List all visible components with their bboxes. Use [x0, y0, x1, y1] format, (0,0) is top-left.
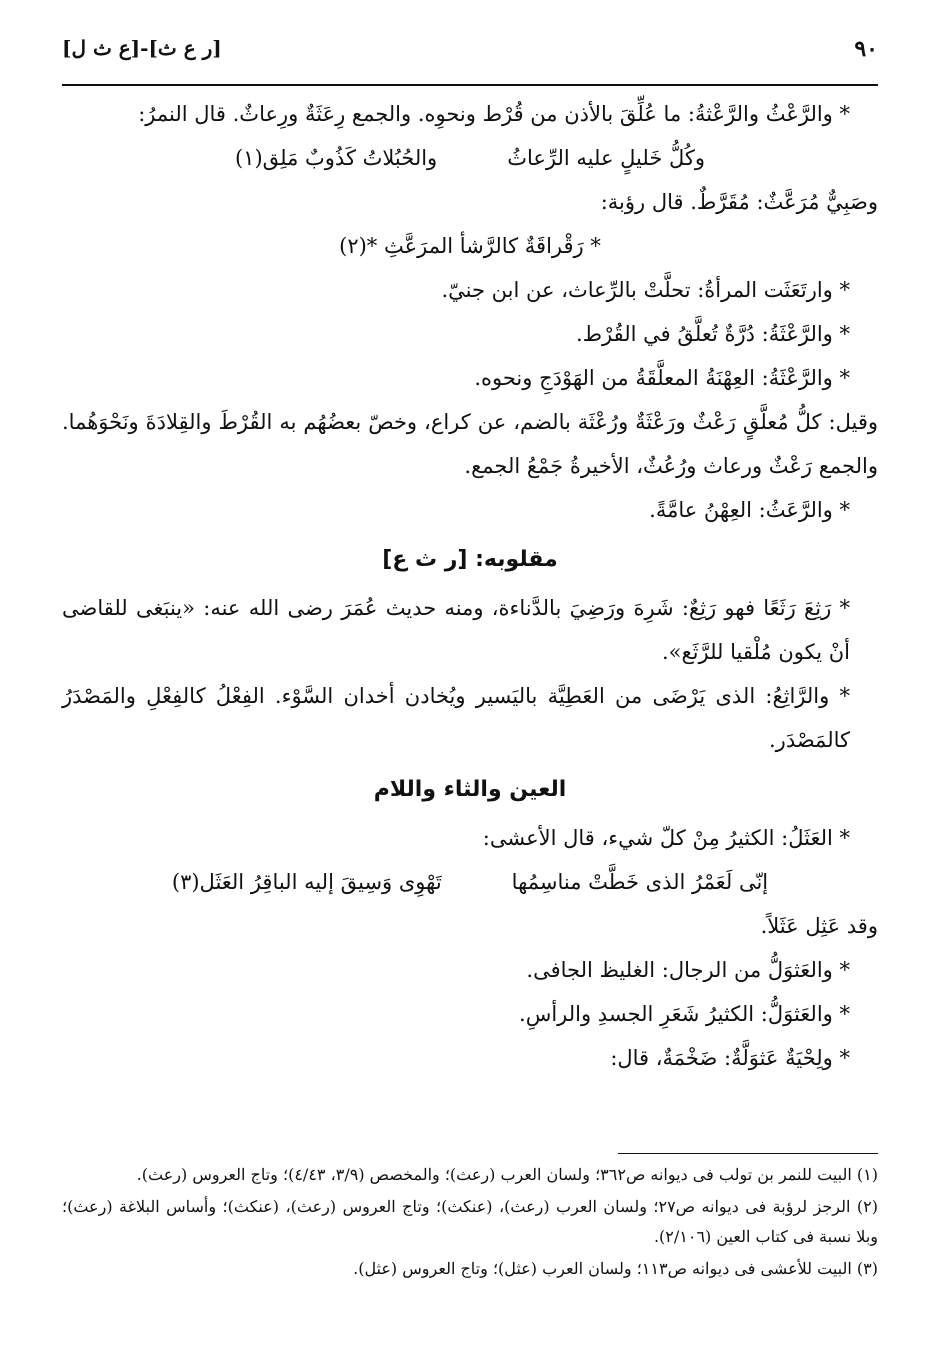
entry-athwall-shaar: * والعَثوَلُّ: الكثيرُ شَعَرِ الجسدِ والرأسِ.	[519, 1002, 850, 1026]
verse-2	[62, 860, 878, 904]
entry-irtaathat: * وارتَعَثَت المرأةُ: تحلَّتْ بالرِّعاث، عن ابن جنيّ.	[441, 278, 850, 302]
footnote-rule	[618, 1153, 878, 1154]
footnote-1: (١) البيت للنمر بن تولب فى ديوانه ص٣٦٢؛ ولسان العرب (رعث)؛ والمخصص (٣/٩، ٤/٤٣)؛ وتاج العروس (رعث).	[136, 1165, 878, 1184]
running-head: [ر ع ث]-[ع ث ل]	[62, 36, 222, 60]
entry-raatha-durra: * والرَّعْثَةُ: دُرَّةٌ تُعلَّقُ في القُرْط.	[575, 322, 850, 346]
verse-1	[62, 136, 878, 180]
main-text	[62, 92, 878, 1080]
entry-athila: وقد عَثِل عَثَلاً.	[760, 914, 878, 938]
entry-rathia: * رَثِعَ رَثَعًا فهو رَثِعٌ: شَرِهَ ورَضِيَ بالدَّناءة، ومنه حديث عُمَرَ رضى الله عنه: «ينبَغى للقاضى أنْ يكون مُلْقيا للرَّثَع».	[62, 596, 850, 664]
entry-raath: * والرَّعْثُ والرَّعْثةُ: ما عُلِّقَ بالأذن من قُرْط ونحوِه. والجمع رِعَثَةٌ ورِعاثٌ. قال النمرُ:	[138, 102, 850, 126]
page-header	[62, 36, 878, 76]
rajaz-line: * رَقْراقَةٌ كالرَّشأ المرَعَّثِ *(٢)	[339, 234, 601, 258]
entry-raatha-ihna: * والرَّعْثَةُ: العِهْنَةُ المعلَّقَةُ من الهَوْدَجِ ونحوه.	[474, 366, 850, 390]
page-number: ٩٠	[854, 36, 878, 62]
entry-raath-ihn: * والرَّعَثُ: العِهْنُ عامَّةً.	[649, 498, 850, 522]
entry-rathi: * والرَّاثِعُ: الذى يَرْضَى من العَطِيَّة باليَسير ويُخادن أخدان السَّوْء. الفِعْلُ كالفِعْلِ والمَصْدَرُ كالمَصْدَر.	[62, 684, 850, 752]
entry-lihya: * ولِحْيَةٌ عَثوَلَّةٌ: ضَخْمَةٌ، قال:	[610, 1046, 850, 1070]
header-rule	[62, 84, 878, 86]
entry-continuation: وصَبِيٌّ مُرَعَّثٌ: مُقَرَّطٌ. قال رؤبة:	[600, 190, 878, 214]
entry-qila: وقيل: كلُّ مُعلَّقٍ رَعْثٌ ورَعْثَةٌ ورُعْثَة بالضم، عن كراع، وخصّ بعضُهُم به القُرْطَ والقِلادَةَ ونَحْوَهُما. والجمع رَعْثٌ ورعاث ورُعُثٌ، الأخيرةُ جَمْعُ الجمع.	[62, 410, 878, 478]
verse-2-first-hemistich: إنّى لَعَمْرُ الذى خَطَّتْ مناسِمُها	[511, 870, 769, 894]
section-heading-ayn-tha-lam: العين والثاء واللام	[373, 777, 567, 802]
footnotes	[62, 1160, 878, 1286]
verse-1-first-hemistich: وكُلُّ خَليلٍ عليه الرِّعاثُ	[507, 146, 706, 170]
verse-2-second-hemistich: تَهْوِى وَسِيقَ إليه الباقِرُ العَثَل(٣)	[171, 870, 442, 894]
entry-athal: * العَثَلُ: الكثيرُ مِنْ كلّ شيء، قال الأعشى:	[482, 826, 850, 850]
section-heading-maqlub: مقلوبه: [ر ث ع]	[382, 547, 558, 572]
footnote-3: (٣) البيت للأعشى فى ديوانه ص١١٣؛ ولسان العرب (عثل)؛ وتاج العروس (عثل).	[353, 1259, 878, 1278]
footnote-2: (٢) الرجز لرؤبة فى ديوانه ص٢٧؛ ولسان العرب (رعث)، (عنكث)؛ وتاج العروس (رعث)، (عنكث)؛ وأساس البلاغة (رعث)؛ وبلا نسبة فى كتاب العين (٢/١٠٦).	[62, 1197, 878, 1246]
verse-1-second-hemistich: والحُبُلاتُ كَذُوبٌ مَلِق(١)	[234, 146, 438, 170]
entry-athwall-rijal: * والعَثوَلُّ من الرجال: الغليظ الجافى.	[526, 958, 850, 982]
